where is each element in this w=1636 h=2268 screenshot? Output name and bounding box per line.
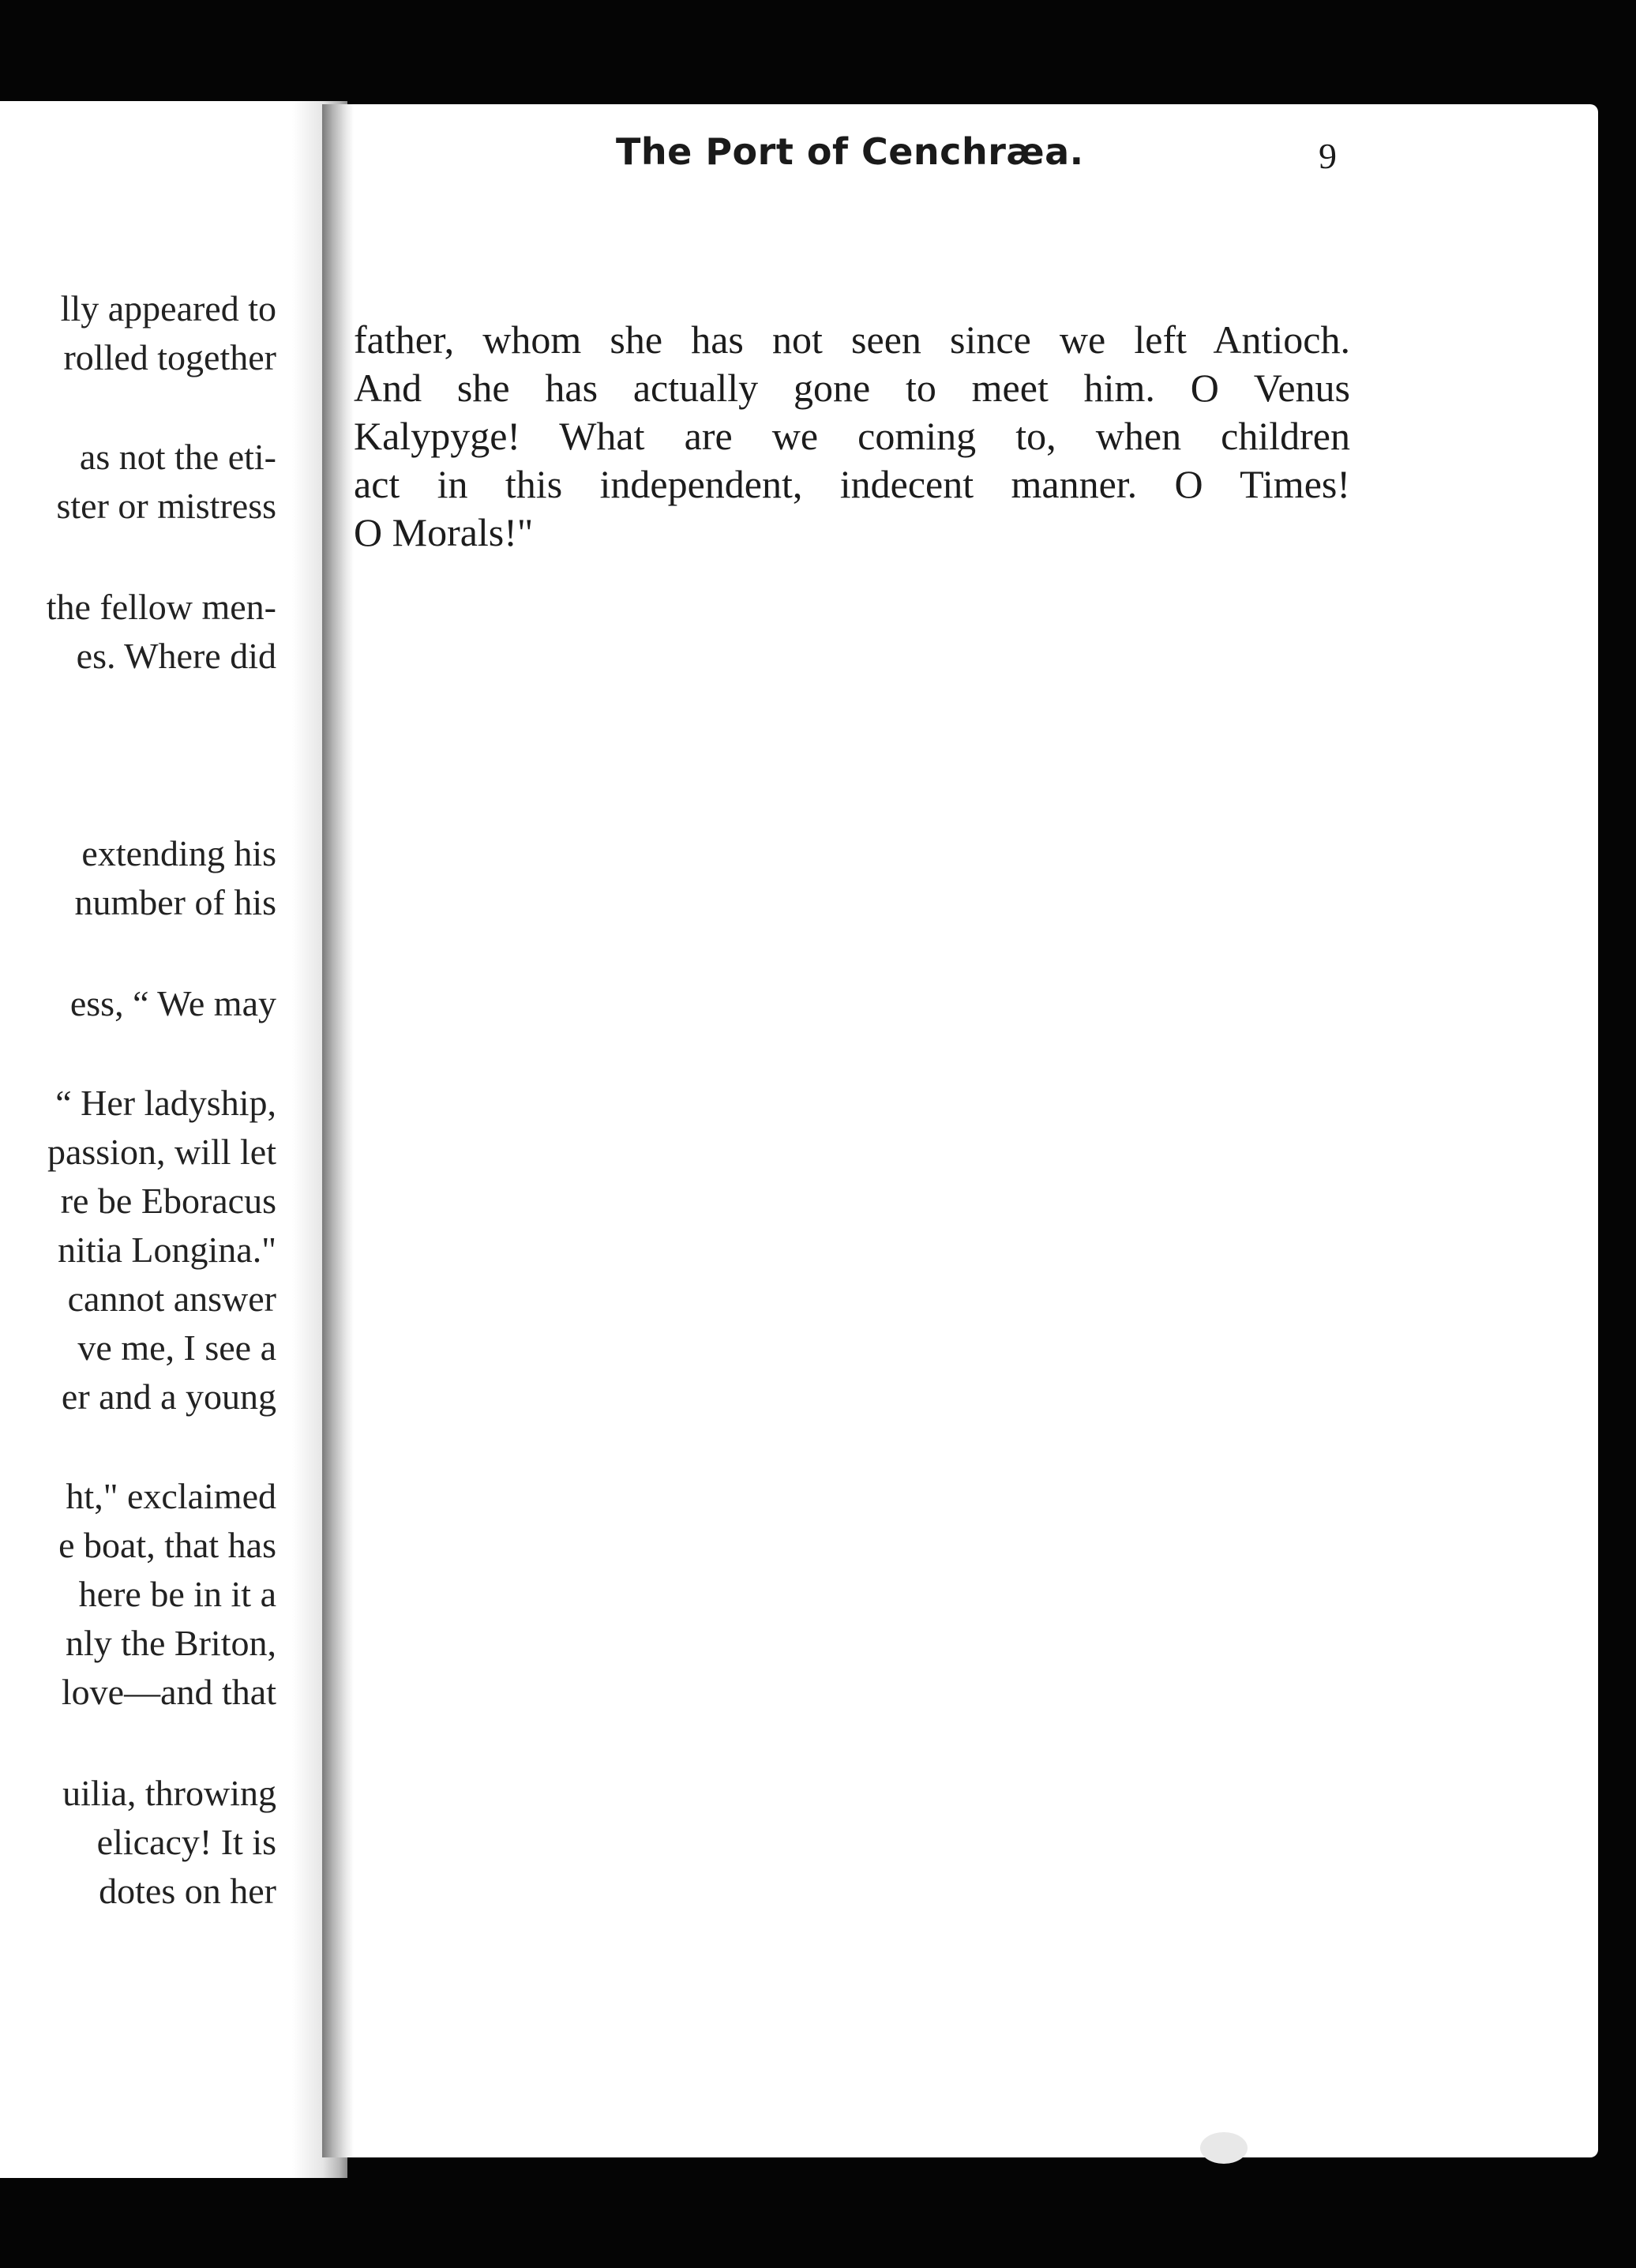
left-line: e boat, that has — [58, 1525, 276, 1565]
left-line: the fellow men- — [46, 587, 276, 627]
left-line: nly the Briton, — [65, 1623, 276, 1663]
left-line: es. Where did — [76, 636, 276, 676]
text-line: Kalypyge! What are we coming to, when children — [354, 414, 1350, 458]
left-line: lly appeared to — [60, 288, 276, 329]
text-line: O Morals!" — [354, 510, 534, 554]
left-line: elicacy! It is — [96, 1822, 276, 1862]
left-line: re be Eboracus — [60, 1181, 276, 1221]
left-line: rolled together — [63, 337, 276, 377]
body-text — [354, 316, 1350, 557]
left-line: ve me, I see a — [77, 1327, 276, 1368]
page-number: 9 — [1319, 136, 1337, 176]
left-line: ess, “ We may — [69, 983, 276, 1023]
left-line: number of his — [74, 882, 276, 922]
left-line: here be in it a — [78, 1574, 276, 1614]
left-line: dotes on her — [99, 1871, 276, 1911]
left-line: passion, will let — [47, 1132, 276, 1172]
left-line: as not the eti- — [79, 437, 276, 477]
left-line: extending his — [81, 833, 276, 873]
left-line: ht," exclaimed — [66, 1476, 276, 1516]
spine-shadow — [322, 104, 354, 2157]
text-line: act in this independent, indecent manner. O Times! — [354, 462, 1350, 506]
left-line: uilia, throwing — [62, 1773, 276, 1813]
left-line: er and a young — [61, 1376, 276, 1417]
scan-artifact — [1200, 2132, 1248, 2164]
left-line: love—and that — [61, 1672, 276, 1712]
left-line: ster or mistress — [56, 486, 276, 526]
text-line: And she has actually gone to meet him. O Venus — [354, 366, 1350, 410]
previous-page — [0, 101, 347, 2178]
left-line: cannot answer — [67, 1279, 276, 1319]
running-head — [292, 130, 1350, 178]
left-line: nitia Longina." — [58, 1230, 276, 1270]
running-title: The Port of Cenchræa. — [616, 130, 1084, 173]
left-line: “ Her ladyship, — [55, 1083, 276, 1123]
text-line: father, whom she has not seen since we left Antioch. — [354, 317, 1350, 362]
